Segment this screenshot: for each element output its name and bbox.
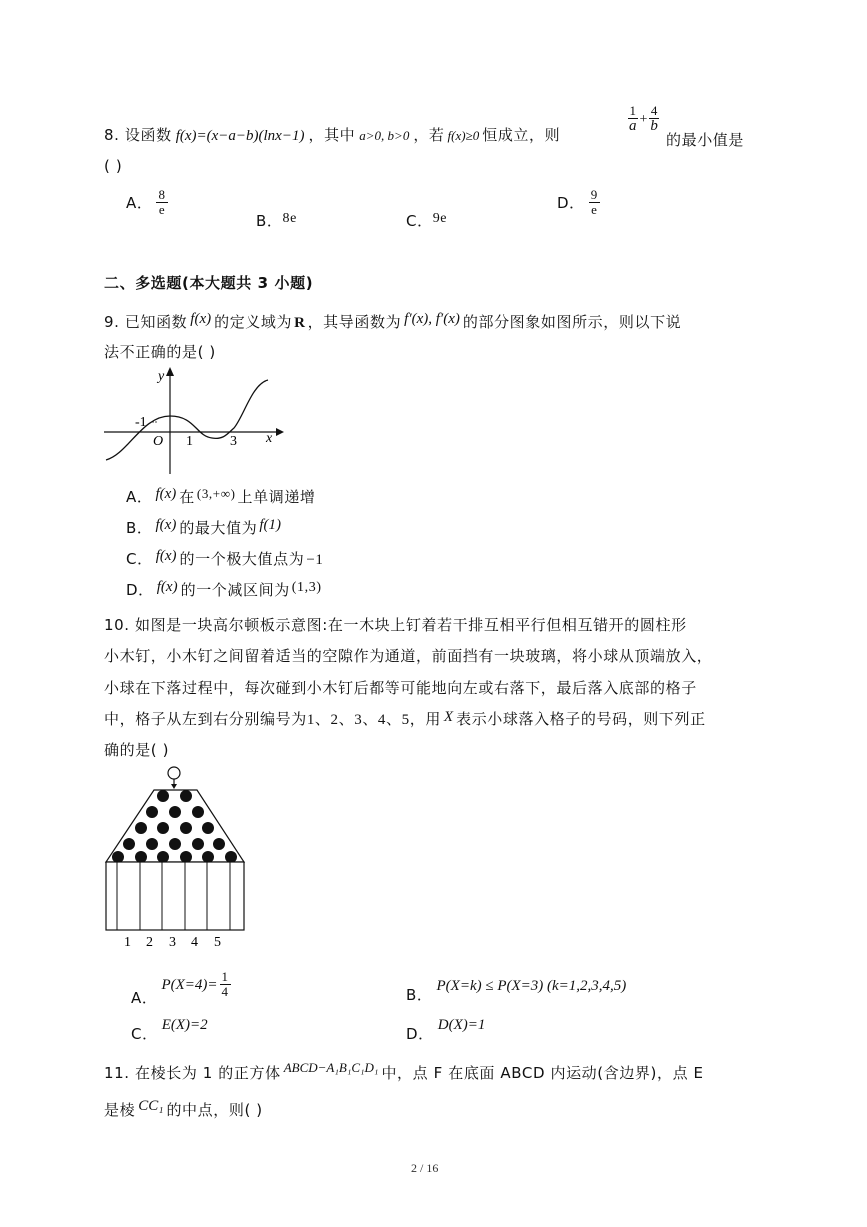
q8-expression: $\frac{1}{a}$ + $\frac{4}{b}$ [629,103,658,134]
origin-label: O [153,434,164,449]
fraction-1-over-a: $\frac{1}{a}$ [629,103,637,134]
q8-option-c[interactable]: C．9e [406,211,448,230]
section-title: 二、多选题(本大题共 3 小题) [104,274,314,292]
q10-line1: 10. 如图是一块高尔顿板示意图:在一木块上钉着若干排互相平行但相互错开的圆柱形 [104,616,687,634]
q10-option-a[interactable]: A．P(X=4)= $\frac{1}{4}$ [131,969,229,1007]
one-label: 1 [186,434,193,449]
q9-option-a[interactable]: A． f(x) 在 (3,+∞) 上单调递增 [126,486,316,506]
q8-text: ，其中 [308,126,356,144]
q8-line1 [104,124,560,145]
q9-option-c[interactable]: C． f(x) 的一个极大值点为 −1 [126,548,324,568]
q9-line1: 9. 已知函数 f(x) 的定义域为 R ，其导函数为 f′(x), f′(x) 的部分图象如图所示，则以下说 [104,311,682,331]
q10-option-d[interactable]: D． D(X)=1 [406,1017,486,1043]
q8-condition: a>0, b>0 [359,128,410,143]
q11-line2: 是棱 CC₁ 的中点，则( ) [104,1098,263,1119]
q8-inequality: f(x)≥0 [447,128,480,143]
q8-option-b[interactable]: B．8e [256,211,297,230]
q9-option-d[interactable]: D． f(x) 的一个减区间为 (1,3) [126,579,322,599]
page-number: 2 / 16 [411,1161,439,1175]
y-axis-arrow [166,367,174,376]
option-fraction: $\frac{8}{e}$ [158,187,166,217]
q8-text: 恒成立，则 [482,126,561,144]
slot-label: 2 [146,935,153,950]
q10-line5: 确的是( ) [104,741,170,759]
q8-option-a[interactable]: A． $\frac{8}{e}$ [126,187,166,217]
q8-option-d[interactable]: D． $\frac{9}{e}$ [557,187,598,217]
q10-option-b[interactable]: B． P(X=k) ≤ P(X=3) (k=1,2,3,4,5) [406,978,627,1004]
slot-label: 4 [191,935,198,950]
slot-label: 5 [214,935,221,950]
q10-line4: 中，格子从左到右分别编号为1、2、3、4、5，用 X 表示小球落入格子的号码，则下列正 [104,709,706,728]
option-fraction: $\frac{1}{4}$ [221,969,229,999]
option-fraction: $\frac{9}{e}$ [590,187,598,217]
q9-line2: 法不正确的是( ) [104,343,216,361]
q9-option-b[interactable]: B． f(x) 的最大值为 f(1) [126,517,282,537]
neg1-label: -1 [135,415,147,430]
q10-line3: 小球在下落过程中，每次碰到小木钉后都等可能地向左或右落下，最后落入底部的格子 [104,679,697,697]
board-triangle [106,790,244,862]
q8-function: f(x)=(x−a−b)(lnx−1) [175,128,305,144]
y-label: y [158,369,165,384]
q8-tail: 的最小值是 [666,131,745,149]
q8-number: 8. 设函数 [104,126,172,144]
q10-line2: 小木钉，小木钉之间留着适当的空隙作为通道，前面挡有一块玻璃，将小球从顶端放入， [104,647,713,665]
x-label: x [266,431,273,446]
x-axis-arrow [276,428,284,436]
slot-label: 1 [124,935,131,950]
q11-line1: 11. 在棱长为 1 的正方体 ABCD−A₁B₁C₁D₁ 中，点 F 在底面 ABCD 内运动(含边界)，点 E [104,1060,704,1082]
slot-box [106,862,244,930]
ball [168,767,180,779]
three-label: 3 [230,434,237,449]
fraction-4-over-b: $\frac{4}{b}$ [650,103,658,134]
q10-option-c[interactable]: C． E(X)=2 [131,1017,208,1043]
galton-board [100,764,256,954]
slot-label: 3 [169,935,176,950]
derivative-graph [100,364,285,476]
q8-answer-paren: ( ) [104,157,123,175]
drop-arrow-head [171,784,177,789]
q8-text: ，若 [413,126,445,144]
